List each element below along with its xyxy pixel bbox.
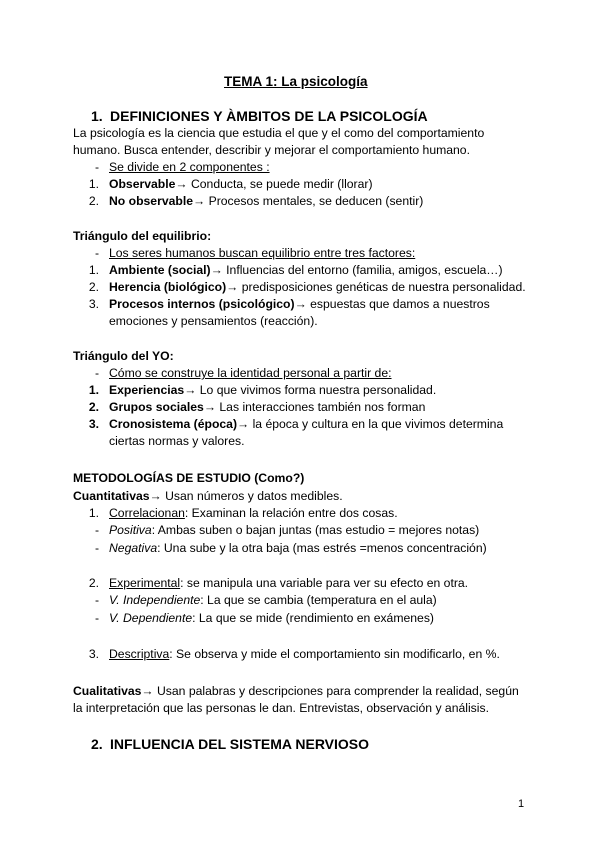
list-item: Experimental: se manipula una variable para ver su efecto en otra. <box>109 576 469 590</box>
list-item: Descriptiva: Se observa y mide el comportamiento sin modificarlo, en %. <box>109 647 500 661</box>
list-item: V. Dependiente: La que se mide (rendimiento en exámenes) <box>109 611 434 625</box>
list-item: Correlacionan: Examinan la relación entre dos cosas. <box>109 506 398 520</box>
list-number: 3. <box>88 647 99 661</box>
list-number: 1. <box>88 177 99 191</box>
list-number: 3. <box>88 417 99 431</box>
dash-marker: - <box>94 611 99 625</box>
list-number: 3. <box>88 297 99 311</box>
list-number: 1. <box>88 506 99 520</box>
list-number: 2. <box>88 194 99 208</box>
list-item: Experiencias→ Lo que vivimos forma nuestra personalidad. <box>109 383 437 397</box>
list-item: Cronosistema (época)→ la época y cultura en la que vivimos determina <box>109 417 504 431</box>
qualitative-continuation: la interpretación que las personas le dan. Entrevistas, observación y análisis. <box>73 701 489 715</box>
list-number: 2. <box>88 576 99 590</box>
section-2-heading: 2. INFLUENCIA DEL SISTEMA NERVIOSO <box>91 736 370 752</box>
components-bullet: Se divide en 2 componentes : <box>109 160 270 174</box>
list-number: 2. <box>88 400 99 414</box>
list-number: 2. <box>88 280 99 294</box>
list-item: Procesos internos (psicológico)→ espuestas que damos a nuestros <box>109 297 490 311</box>
dash-marker: - <box>94 246 99 260</box>
dash-marker: - <box>94 593 99 607</box>
page-number: 1 <box>518 798 525 810</box>
methodologies-heading: METODOLOGÍAS DE ESTUDIO (Como?) <box>73 471 305 485</box>
intro-line-1: La psicología es la ciencia que estudia el que y el como del comportamiento <box>73 126 485 140</box>
list-item: Herencia (biológico)→ predisposiciones genéticas de nuestra personalidad. <box>109 280 526 294</box>
qualitative-line: Cualitativas→ Usan palabras y descripciones para comprender la realidad, según <box>73 684 519 698</box>
list-item: Negativa: Una sube y la otra baja (mas estrés =menos concentración) <box>109 541 487 555</box>
page-title: TEMA 1: La psicología <box>224 74 368 89</box>
list-item: Ambiente (social)→ Influencias del entorno (familia, amigos, escuela…) <box>109 263 503 277</box>
equilibrium-bullet: Los seres humanos buscan equilibrio entre tres factores: <box>109 246 416 260</box>
yo-heading: Triángulo del YO: <box>73 349 174 363</box>
dash-marker: - <box>94 160 99 174</box>
dash-marker: - <box>94 541 99 555</box>
list-number: 1. <box>88 383 99 397</box>
list-item-continuation: emociones y pensamientos (reacción). <box>109 314 318 328</box>
intro-line-2: humano. Busca entender, describir y mejorar el comportamiento humano. <box>73 143 470 157</box>
list-item-continuation: ciertas normas y valores. <box>109 434 245 448</box>
list-item: No observable→ Procesos mentales, se deducen (sentir) <box>109 194 424 208</box>
dash-marker: - <box>94 523 99 537</box>
dash-marker: - <box>94 366 99 380</box>
section-1-heading: 1. DEFINICIONES Y ÀMBITOS DE LA PSICOLOGÍA <box>91 108 428 124</box>
list-item: Grupos sociales→ Las interacciones también nos forman <box>109 400 426 414</box>
equilibrium-heading: Triángulo del equilibrio: <box>73 229 212 243</box>
list-number: 1. <box>88 263 99 277</box>
list-item: Observable→ Conducta, se puede medir (llorar) <box>109 177 373 191</box>
yo-bullet: Cómo se construye la identidad personal a partir de: <box>109 366 392 380</box>
quantitative-line: Cuantitativas→ Usan números y datos medibles. <box>73 489 343 503</box>
list-item: Positiva: Ambas suben o bajan juntas (mas estudio = mejores notas) <box>109 523 480 537</box>
list-item: V. Independiente: La que se cambia (temperatura en el aula) <box>109 593 437 607</box>
